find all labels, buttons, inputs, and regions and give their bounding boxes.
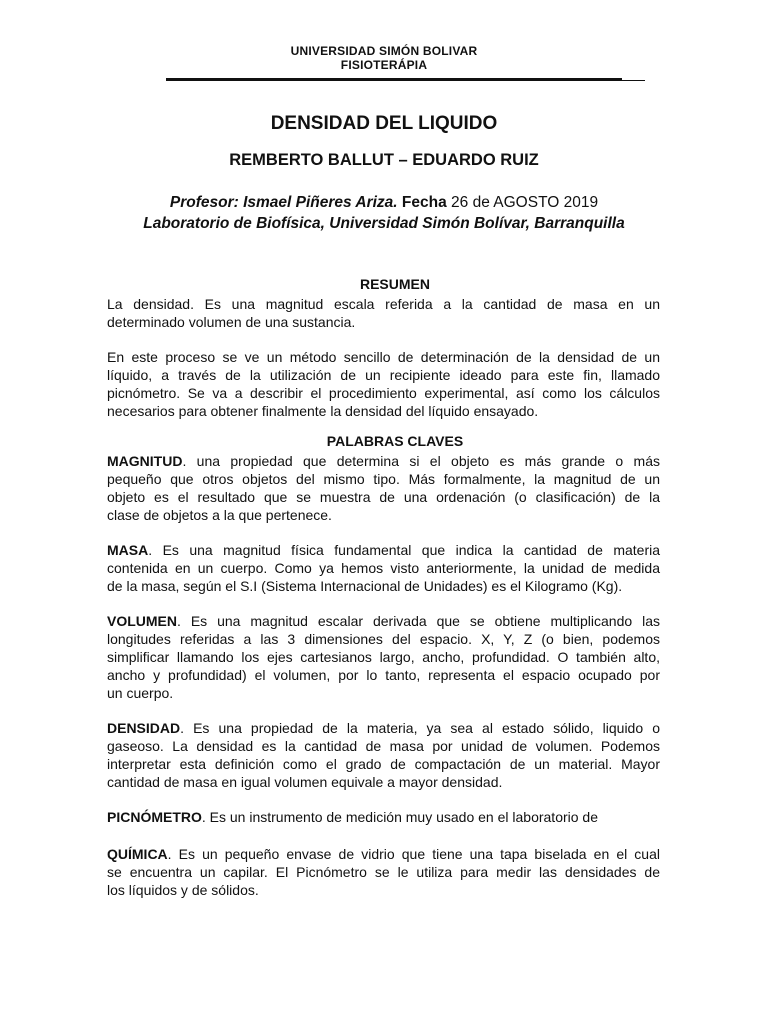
resumen-paragraph-2	[107, 348, 660, 420]
keyword-term: QUÍMICA	[107, 846, 168, 862]
keyword-definition: . Es una magnitud escalar derivada que se obtiene multiplicando las	[177, 613, 660, 629]
text-line: determinado volumen de una sustancia.	[107, 314, 356, 330]
text-line: gaseoso. La densidad es la cantidad de masa por unidad de volumen. Podemos	[107, 738, 660, 754]
text-line: simplificar llamando los ejes cartesianos largo, ancho, profundidad. O también alto,	[107, 649, 660, 665]
text-line: de la masa, según el S.I (Sistema Internacional de Unidades) es el Kilogramo (Kg).	[107, 578, 623, 594]
authors: REMBERTO BALLUT – EDUARDO RUIZ	[229, 151, 539, 169]
professor-label: Profesor: Ismael Piñeres Ariza.	[169, 194, 398, 211]
keyword-term: MAGNITUD	[107, 453, 183, 469]
keyword-picnometro	[107, 808, 660, 826]
professor-info	[0, 192, 768, 234]
keyword-definition: . una propiedad que determina si el objeto es más grande o más	[182, 453, 660, 469]
text-line	[107, 808, 660, 826]
keyword-term: PICNÓMETRO	[107, 809, 202, 825]
text-line: interpretar esta definición como el grado de compactación de un material. Mayor	[107, 756, 660, 772]
keyword-volumen	[107, 612, 660, 702]
text-line: En este proceso se ve un método sencillo de determinación de la densidad de un	[107, 349, 660, 365]
keyword-definition: . Es un pequeño envase de vidrio que tiene una tapa biselada en el cual	[167, 846, 660, 862]
text-line: necesarios para obtener finalmente la densidad del líquido ensayado.	[107, 403, 539, 419]
keyword-term: DENSIDAD	[107, 720, 181, 736]
fecha-label: Fecha	[401, 194, 447, 211]
text-line: ancho y profundidad) el volumen, por lo tanto, representa el espacio ocupado por	[107, 667, 660, 683]
text-line: líquido, a través de la utilización de un recipiente ideado para este fin, llamado	[107, 367, 660, 383]
document-title: DENSIDAD DEL LIQUIDO	[270, 113, 498, 134]
text-line	[107, 541, 660, 559]
resumen-paragraph-1	[107, 295, 660, 331]
keyword-masa	[107, 541, 660, 595]
keyword-quimica	[107, 845, 660, 899]
text-line	[107, 845, 660, 863]
university-name: UNIVERSIDAD SIMÓN BOLIVAR	[290, 44, 478, 58]
text-line: picnómetro. Se va a describir el procedimiento experimental, así como los cálculos	[107, 385, 660, 401]
program-name: FISIOTERÁPIA	[340, 58, 428, 72]
text-line: un cuerpo.	[107, 685, 174, 701]
text-line: los líquidos y de sólidos.	[107, 882, 259, 898]
text-line: La densidad. Es una magnitud escala referida a la cantidad de masa en un	[107, 296, 660, 312]
text-line: contenida en un cuerpo. Como ya hemos visto anteriormente, la unidad de medida	[107, 560, 660, 576]
text-line: longitudes referidas a las 3 dimensiones del espacio. X, Y, Z (o bien, podemos	[107, 631, 660, 647]
keywords-heading: PALABRAS CLAVES	[326, 433, 464, 449]
text-line: objeto es el resultado que se muestra de una ordenación (o clasificación) de la	[107, 489, 660, 505]
keyword-definition: . Es una magnitud física fundamental que indica la cantidad de materia	[148, 542, 660, 558]
keyword-definition: . Es una propiedad de la materia, ya sea al estado sólido, liquido o	[180, 720, 660, 736]
text-line	[107, 452, 660, 470]
keyword-definition: . Es un instrumento de medición muy usado en el laboratorio de	[201, 809, 599, 825]
report-date: 26 de AGOSTO 2019	[451, 194, 599, 211]
keyword-densidad	[107, 719, 660, 791]
resumen-heading: RESUMEN	[359, 276, 430, 292]
text-line: clase de objetos a la que pertenece.	[107, 507, 332, 523]
university-header	[0, 44, 768, 72]
lab-affiliation: Laboratorio de Biofísica, Universidad Simón Bolívar, Barranquilla	[143, 215, 625, 232]
text-line	[107, 612, 660, 630]
keyword-term: MASA	[107, 542, 149, 558]
text-line	[107, 719, 660, 737]
text-line: pequeño que otros objetos del mismo tipo. Más formalmente, la magnitud de un	[107, 471, 660, 487]
header-rule-thin	[166, 80, 645, 81]
keyword-magnitud	[107, 452, 660, 524]
keyword-term: VOLUMEN	[107, 613, 177, 629]
text-line: se encuentra un capilar. El Picnómetro se le utiliza para medir las densidades de	[107, 864, 660, 880]
text-line: cantidad de masa en igual volumen equivale a mayor densidad.	[107, 774, 503, 790]
